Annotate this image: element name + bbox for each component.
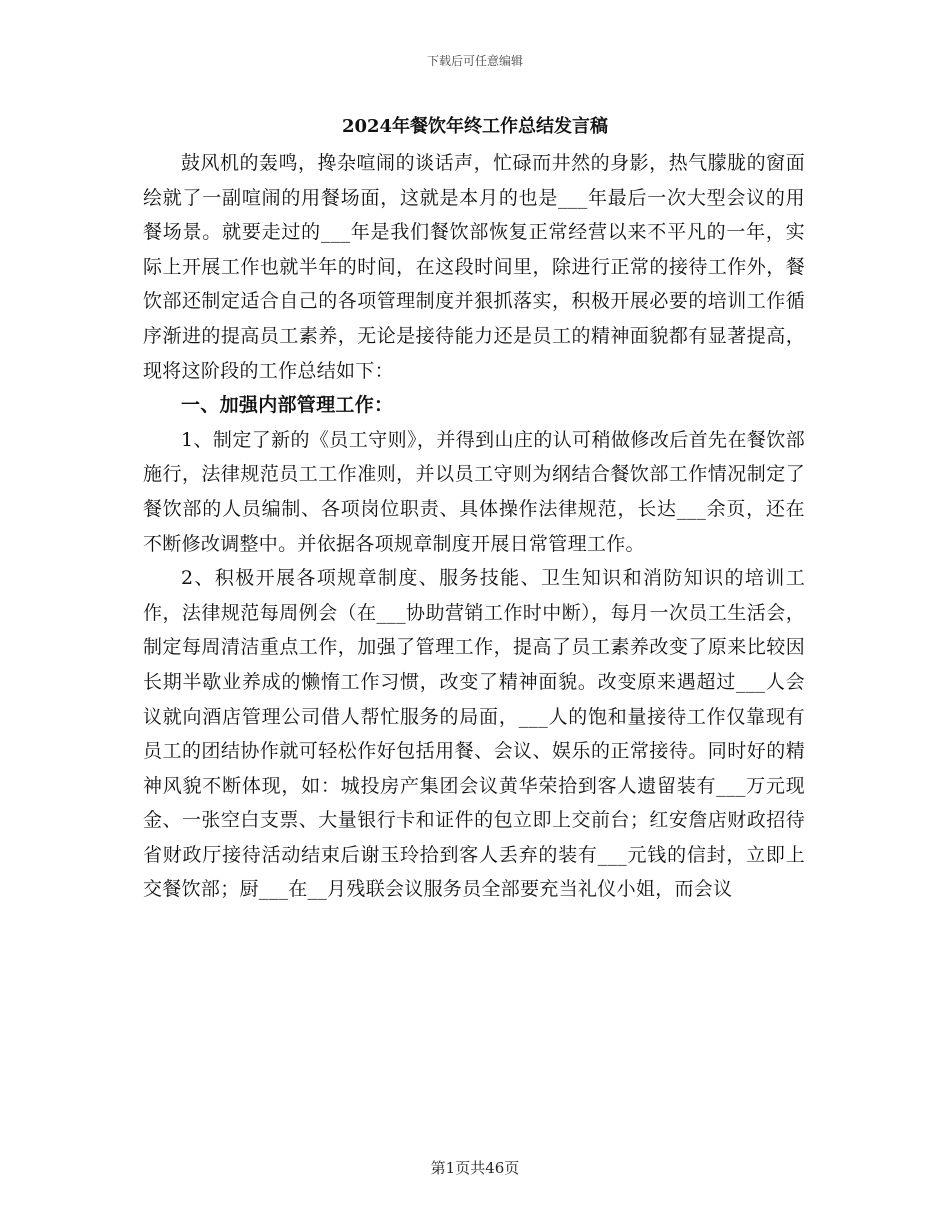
intro-paragraph: 鼓风机的轰鸣，搀杂喧闹的谈话声，忙碌而井然的身影，热气朦胧的窗面绘就了一副喧闹的用餐场面，这就是本月的也是___年最后一次大型会议的用餐场景。就要走过的___年是我们餐饮部恢复正常经营以来不平凡的一年，实际上开展工作也就半年的时间，在这段时间里，除进行正常的接待工作外，餐饮部还制定适合自己的各项管理制度并狠抓落实，积极开展必要的培训工作循序渐进的提高员工素养，无论是接待能力还是员工的精神面貌都有显著提高，现将这阶段的工作总结如下： (143, 152, 805, 382)
document-body (143, 146, 805, 907)
page-number: 第1页共46页 (430, 1159, 520, 1177)
item-paragraph-2: 2、积极开展各项规章制度、服务技能、卫生知识和消防知识的培训工作，法律规范每周例会（在___协助营销工作时中断），每月一次员工生活会，制定每周清洁重点工作，加强了管理工作，提高了员工素养改变了原来比较因长期半歇业养成的懒惰工作习惯，改变了精神面貌。改变原来遇超过___人会议就向酒店管理公司借人帮忙服务的局面，___人的饱和量接待工作仅靠现有员工的团结协作就可轻松作好包括用餐、会议、娱乐的正常接待。同时好的精神风貌不断体现，如：城投房产集团会议黄华荣拾到客人遗留装有___万元现金、一张空白支票、大量银行卡和证件的包立即上交前台；红安詹店财政招待省财政厅接待活动结束后谢玉玲拾到客人丢弃的装有___元钱的信封，立即上交餐饮部；厨___在__月残联会议服务员全部要充当礼仪小姐，而会议 (143, 567, 805, 901)
page-header-note: 下载后可任意编辑 (426, 54, 523, 68)
item-paragraph-1: 1、制定了新的《员工守则》，并得到山庄的认可稍做修改后首先在餐饮部施行，法律规范员工工作准则，并以员工守则为纲结合餐饮部工作情况制定了餐饮部的人员编制、各项岗位职责、具体操作法律规范，长达___余页，还在不断修改调整中。并依据各项规章制度开展日常管理工作。 (143, 428, 805, 555)
section-heading: 一、加强内部管理工作： (181, 394, 394, 417)
document-title: 2024年餐饮年终工作总结发言稿 (341, 116, 609, 137)
